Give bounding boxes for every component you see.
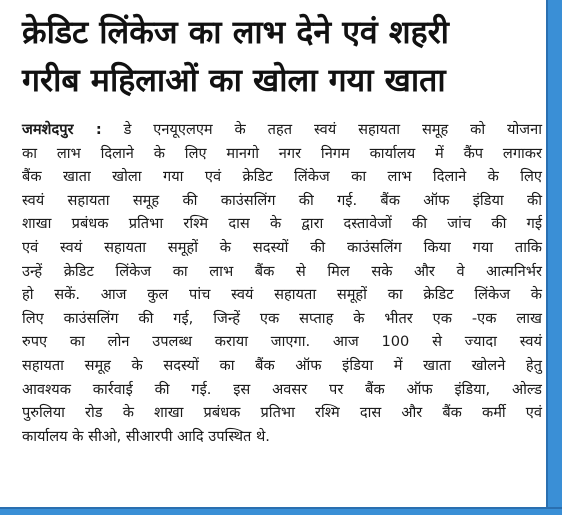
body-line-6: एवं स्वयं सहायता समूहों के सदस्यों की काउंसलिंग किया गया ताकि [22,238,542,256]
headline-line-1: क्रेडिट लिंकेज का लाभ देने एवं शहरी [22,13,449,51]
body-line-8: हो सकें. आज कुल पांच स्वयं सहायता समूहों का क्रेडिट लिंकेज के [22,286,542,304]
body-line-14: कार्यालय के सीओ, सीआरपी आदि उपस्थित थे. [22,427,270,445]
body-line-13: पुरुलिया रोड के शाखा प्रबंधक प्रतिभा रश्मि दास और बैंक कर्मी एवं [22,404,542,422]
body-line-11: सहायता समूह के सदस्यों का बैंक ऑफ इंडिया में खाता खोलने हेतु [22,356,542,374]
body-line-1-text: डे एनयूएलएम के तहत स्वयं सहायता समूह को योजना [101,121,543,138]
body-line-12: आवश्यक कार्रवाई की गई. इस अवसर पर बैंक ऑफ इंडिया, ओल्ड [22,380,542,398]
body-line-3: बैंक खाता खोला गया एवं क्रेडिट लिंकेज का लाभ दिलाने के लिए [22,168,542,186]
body-line-2: का लाभ दिलाने के लिए मानगो नगर निगम कार्यालय में कैंप लगाकर [22,144,542,162]
body-line-4: स्वयं सहायता समूह की काउंसलिंग की गई. बैंक ऑफ इंडिया की [22,191,542,209]
headline-line-2: गरीब महिलाओं का खोला गया खाता [22,61,446,99]
body-line-9: लिए काउंसलिंग की गई, जिन्हें एक सप्ताह के भीतर एक -एक लाख [22,309,542,327]
article-dateline: जमशेदपुर : [22,121,102,138]
article-headline [22,8,540,104]
clipping-frame-right [546,0,562,515]
body-line-1 [22,118,542,142]
clipping-frame-bottom [0,507,562,515]
body-line-5: शाखा प्रबंधक प्रतिभा रश्मि दास के द्वारा दस्तावेजों की जांच की गई [22,215,542,233]
body-line-7: उन्हें क्रेडिट लिंकेज का लाभ बैंक से मिल सके और वे आत्मनिर्भर [22,262,542,280]
body-line-10: रुपए का लोन उपलब्ध कराया जाएगा. आज 100 से ज्यादा स्वयं [22,333,542,351]
article-body [22,118,542,448]
